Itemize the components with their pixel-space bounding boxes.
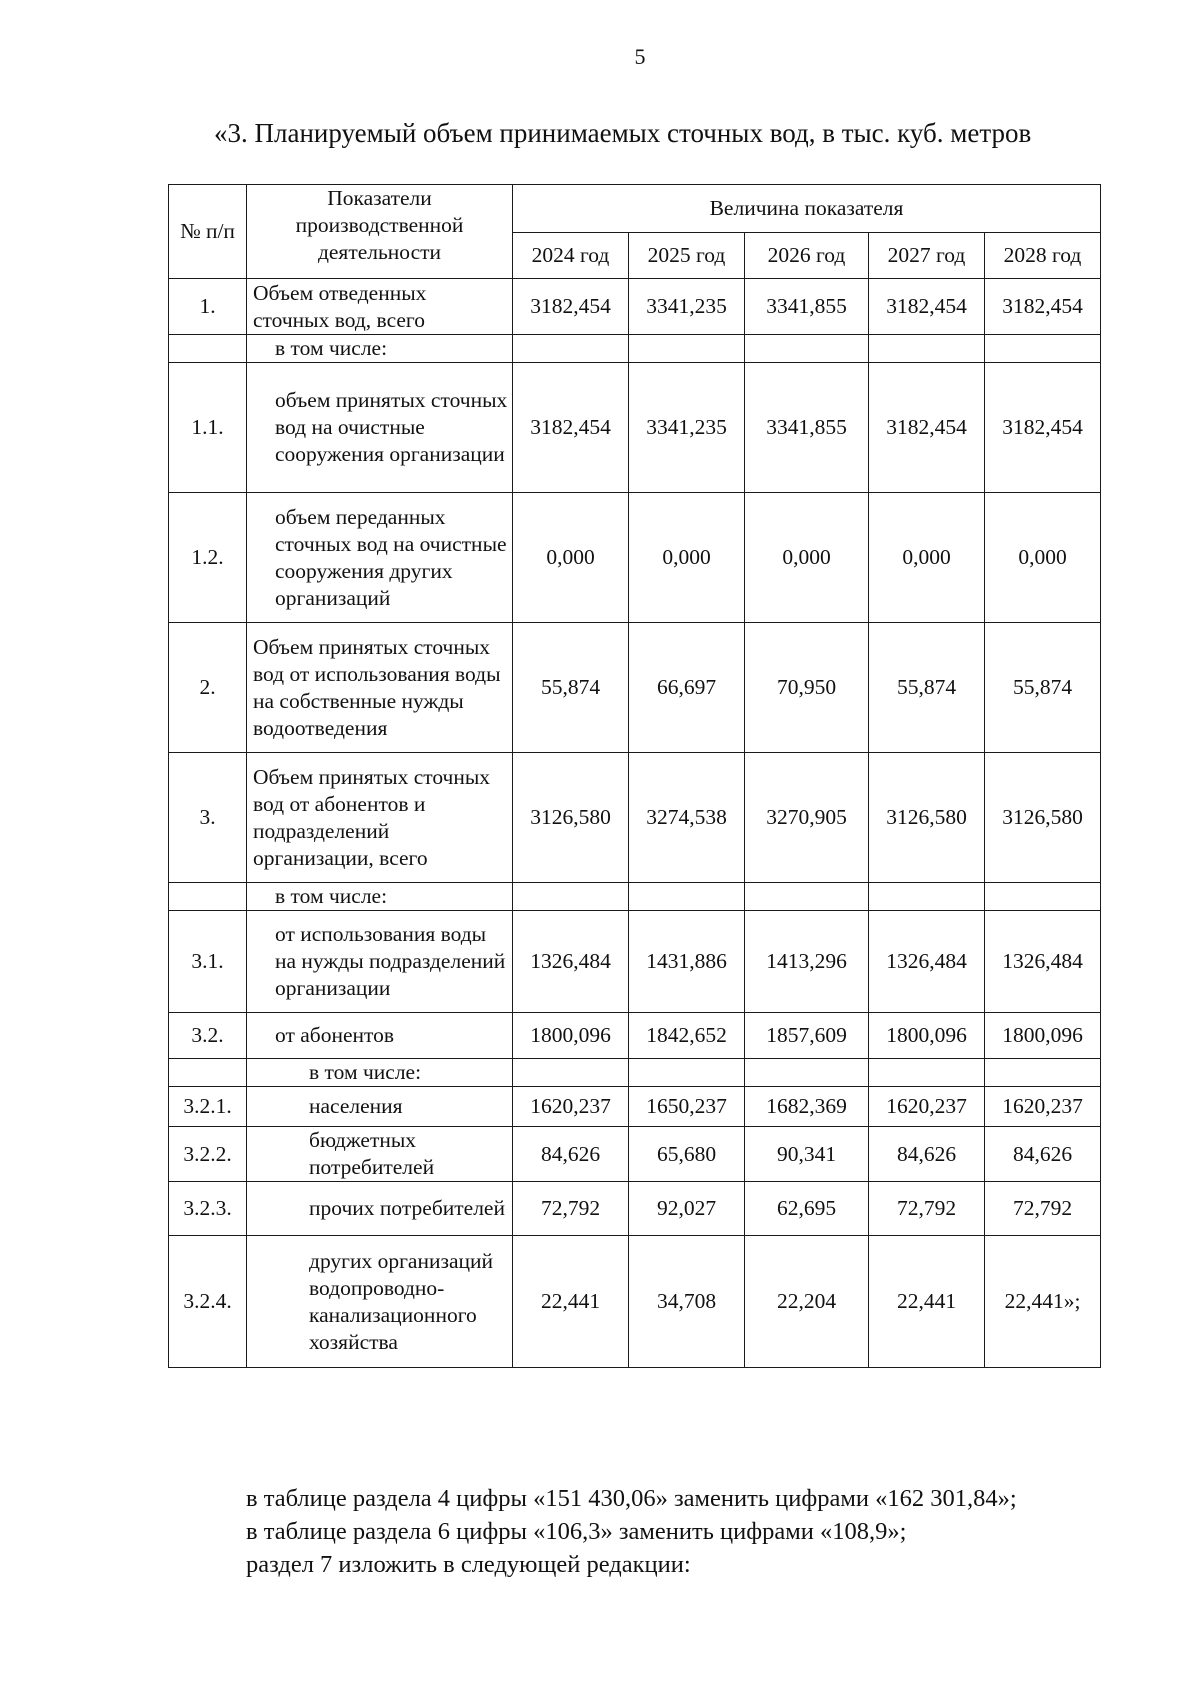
- row-label: в том числе:: [247, 883, 513, 911]
- row-value: 1842,652: [629, 1013, 745, 1059]
- footer-line: в таблице раздела 4 цифры «151 430,06» заменить цифрами «162 301,84»;: [246, 1485, 1017, 1512]
- row-value: [745, 883, 869, 911]
- row-value: 1620,237: [513, 1087, 629, 1127]
- row-value: 55,874: [869, 623, 985, 753]
- row-value: 55,874: [513, 623, 629, 753]
- row-value: 84,626: [869, 1127, 985, 1182]
- row-value: 0,000: [869, 493, 985, 623]
- row-value: [629, 883, 745, 911]
- row-value: 84,626: [985, 1127, 1101, 1182]
- footer-text: [246, 1482, 1017, 1581]
- header-value-group: Величина показателя: [513, 185, 1101, 233]
- row-value: 0,000: [745, 493, 869, 623]
- header-year: 2024 год: [513, 233, 629, 279]
- header-indicator: Показатели производственной деятельности: [247, 185, 513, 279]
- row-value: 3341,855: [745, 363, 869, 493]
- row-value: 3182,454: [985, 363, 1101, 493]
- row-value: 3274,538: [629, 753, 745, 883]
- table-row: [169, 1182, 1101, 1236]
- row-value: 1620,237: [985, 1087, 1101, 1127]
- row-value: 66,697: [629, 623, 745, 753]
- row-label: прочих потребителей: [247, 1182, 513, 1236]
- row-value: 92,027: [629, 1182, 745, 1236]
- row-value: [513, 883, 629, 911]
- header-year: 2025 год: [629, 233, 745, 279]
- header-year: 2026 год: [745, 233, 869, 279]
- page-number: 5: [634, 44, 646, 69]
- row-value: 62,695: [745, 1182, 869, 1236]
- row-value: 3182,454: [869, 279, 985, 335]
- row-number: 2.: [169, 623, 247, 753]
- row-label: объем переданных сточных вод на очистные сооружения других организаций: [247, 493, 513, 623]
- row-value: 3126,580: [985, 753, 1101, 883]
- row-label: Объем принятых сточных вод от использования воды на собственные нужды водоотведения: [247, 623, 513, 753]
- row-label: Объем принятых сточных вод от абонентов и подразделений организации, всего: [247, 753, 513, 883]
- row-value: 3182,454: [513, 363, 629, 493]
- row-value: 3126,580: [869, 753, 985, 883]
- row-value: 22,441»;: [985, 1236, 1101, 1368]
- table-row: [169, 1236, 1101, 1368]
- row-value: 1682,369: [745, 1087, 869, 1127]
- row-value: 55,874: [985, 623, 1101, 753]
- row-value: 65,680: [629, 1127, 745, 1182]
- header-year: 2027 год: [869, 233, 985, 279]
- row-value: 3126,580: [513, 753, 629, 883]
- row-value: 3270,905: [745, 753, 869, 883]
- row-label: других организаций водопроводно-канализационного хозяйства: [247, 1236, 513, 1368]
- table-row: [169, 1059, 1101, 1087]
- row-label: в том числе:: [247, 1059, 513, 1087]
- row-value: 1800,096: [869, 1013, 985, 1059]
- wastewater-volume-table: [168, 184, 1101, 1368]
- row-value: 3182,454: [869, 363, 985, 493]
- row-number: [169, 883, 247, 911]
- row-value: 70,950: [745, 623, 869, 753]
- row-value: [629, 1059, 745, 1087]
- row-value: [513, 335, 629, 363]
- row-value: [985, 335, 1101, 363]
- row-value: [869, 883, 985, 911]
- row-value: 1620,237: [869, 1087, 985, 1127]
- row-value: 22,441: [869, 1236, 985, 1368]
- table-row: [169, 1087, 1101, 1127]
- row-label: от использования воды на нужды подразделений организации: [247, 911, 513, 1013]
- row-value: [869, 1059, 985, 1087]
- row-value: [985, 1059, 1101, 1087]
- row-number: 3.2.2.: [169, 1127, 247, 1182]
- row-number: 3.2.3.: [169, 1182, 247, 1236]
- row-value: 1326,484: [869, 911, 985, 1013]
- table-row: [169, 883, 1101, 911]
- row-label: Объем отведенных сточных вод, всего: [247, 279, 513, 335]
- table-row: [169, 1013, 1101, 1059]
- table-row: [169, 493, 1101, 623]
- row-value: 3182,454: [985, 279, 1101, 335]
- table-row: [169, 335, 1101, 363]
- row-number: 1.1.: [169, 363, 247, 493]
- row-value: 22,441: [513, 1236, 629, 1368]
- row-label: бюджетных потребителей: [247, 1127, 513, 1182]
- table-row: [169, 363, 1101, 493]
- header-year: 2028 год: [985, 233, 1101, 279]
- row-value: 1431,886: [629, 911, 745, 1013]
- row-value: 3341,235: [629, 279, 745, 335]
- row-label: от абонентов: [247, 1013, 513, 1059]
- row-value: [513, 1059, 629, 1087]
- row-value: 0,000: [513, 493, 629, 623]
- footer-line: в таблице раздела 6 цифры «106,3» заменить цифрами «108,9»;: [246, 1518, 907, 1545]
- row-value: 1413,296: [745, 911, 869, 1013]
- row-value: 1650,237: [629, 1087, 745, 1127]
- row-value: 22,204: [745, 1236, 869, 1368]
- row-value: 1326,484: [985, 911, 1101, 1013]
- row-label: объем принятых сточных вод на очистные сооружения организации: [247, 363, 513, 493]
- row-value: 84,626: [513, 1127, 629, 1182]
- row-number: 1.: [169, 279, 247, 335]
- row-number: 3.2.4.: [169, 1236, 247, 1368]
- table-row: [169, 279, 1101, 335]
- row-number: 3.: [169, 753, 247, 883]
- row-value: [985, 883, 1101, 911]
- row-value: 90,341: [745, 1127, 869, 1182]
- row-value: 0,000: [985, 493, 1101, 623]
- row-value: [869, 335, 985, 363]
- row-number: [169, 1059, 247, 1087]
- row-value: 3341,855: [745, 279, 869, 335]
- row-value: 72,792: [513, 1182, 629, 1236]
- row-value: 1800,096: [513, 1013, 629, 1059]
- row-value: 1857,609: [745, 1013, 869, 1059]
- row-value: 34,708: [629, 1236, 745, 1368]
- footer-line: раздел 7 изложить в следующей редакции:: [246, 1551, 691, 1578]
- table-row: [169, 1127, 1101, 1182]
- row-value: 3341,235: [629, 363, 745, 493]
- row-value: 72,792: [985, 1182, 1101, 1236]
- row-value: 3182,454: [513, 279, 629, 335]
- row-value: [629, 335, 745, 363]
- row-number: 1.2.: [169, 493, 247, 623]
- row-number: 3.1.: [169, 911, 247, 1013]
- row-number: [169, 335, 247, 363]
- table-row: [169, 753, 1101, 883]
- row-value: 0,000: [629, 493, 745, 623]
- header-num: № п/п: [169, 185, 247, 279]
- row-value: 1326,484: [513, 911, 629, 1013]
- table-row: [169, 623, 1101, 753]
- table-row: [169, 911, 1101, 1013]
- row-label: в том числе:: [247, 335, 513, 363]
- row-value: 1800,096: [985, 1013, 1101, 1059]
- row-value: 72,792: [869, 1182, 985, 1236]
- row-value: [745, 1059, 869, 1087]
- row-number: 3.2.: [169, 1013, 247, 1059]
- row-label: населения: [247, 1087, 513, 1127]
- row-value: [745, 335, 869, 363]
- section-title: «3. Планируемый объем принимаемых сточных вод, в тыс. куб. метров: [214, 118, 1032, 148]
- row-number: 3.2.1.: [169, 1087, 247, 1127]
